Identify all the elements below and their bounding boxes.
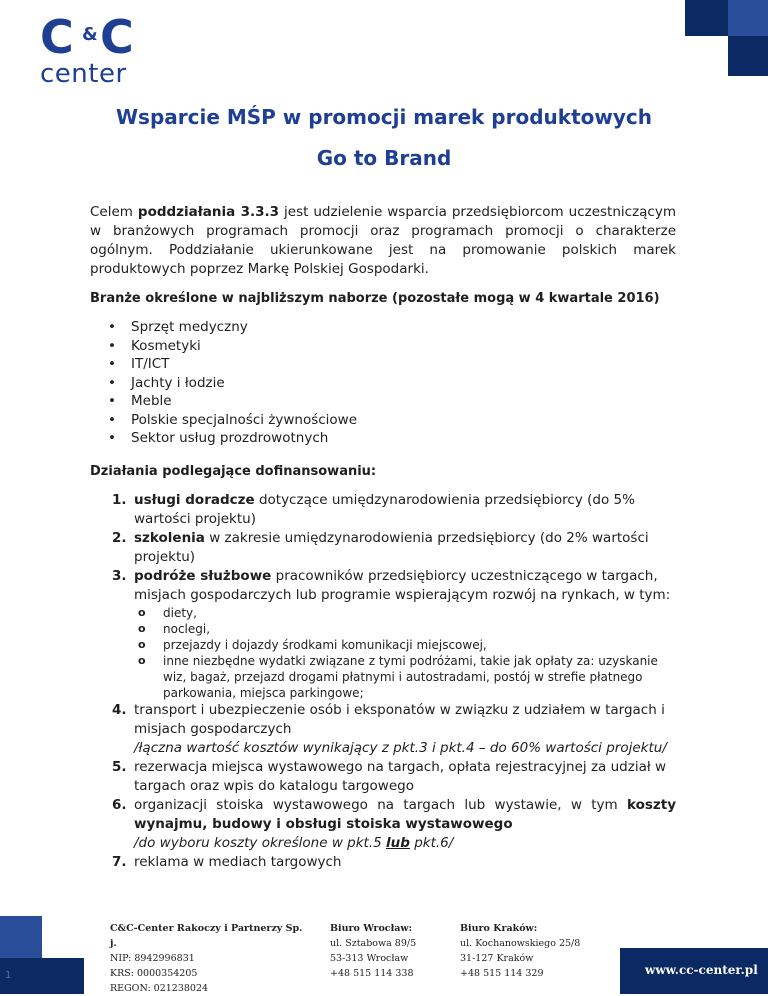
list-item: • Kosmetyki	[108, 337, 676, 356]
actions-list	[90, 491, 676, 872]
list-item: 7. reklama w mediach targowych	[112, 853, 342, 870]
list-item: • Polskie specjalności żywnościowe	[108, 411, 676, 430]
company-logo: C & C center	[40, 10, 134, 89]
website-link[interactable]: www.cc-center.pl	[645, 963, 758, 977]
sub-list-item: o diety,	[138, 605, 676, 621]
page-title: Wsparcie MŚP w promocji marek produktowych	[116, 105, 652, 129]
corner-square-blue	[728, 0, 768, 36]
list-item: 1. usługi doradcze dotyczące umiędzynarodowienia przedsiębiorcy (do 5% wartości projektu)	[112, 491, 635, 527]
sub-list-item: o inne niezbędne wydatki związane z tymi podróżami, takie jak opłaty za: uzyskanie wiz, bagaż, przejazd drogami płatnymi i autostradami, postój w strefie płatnego parkowania, miejsca parkingowe;	[138, 653, 676, 701]
sectors-list	[90, 318, 676, 448]
list-item: • Jachty i łodzie	[108, 374, 676, 393]
list-item: • Meble	[108, 392, 676, 411]
list-item: 4. transport i ubezpieczenie osób i eksponatów w związku z udziałem w targach i misjach gospodarczych /łączna wartość kosztów wynikający z pkt.3 i pkt.4 – do 60% wartości projektu/	[112, 701, 667, 756]
sectors-heading: Branże określone w najbliższym naborze (pozostałe mogą w 4 kwartale 2016)	[90, 291, 660, 306]
corner-square-dark	[728, 36, 768, 76]
sub-list	[134, 605, 676, 701]
intro-paragraph: Celem poddziałania 3.3.3 jest udzielenie wsparcia przedsiębiorcom uczestniczącym w branżowych programach promocji oraz programach promocji o charakterze ogólnym. Poddziałanie ukierunkowane jest na promowanie polskich marek produktowych poprzez Markę Polskiej Gospodarki.	[90, 204, 676, 277]
corner-square-dark	[685, 0, 730, 36]
list-item: 2. szkolenia w zakresie umiędzynarodowienia przedsiębiorcy (do 2% wartości projektu)	[112, 529, 649, 565]
page-subtitle: Go to Brand	[316, 146, 452, 170]
corner-square-blue	[0, 916, 42, 958]
list-item: • IT/ICT	[108, 355, 676, 374]
list-item: 6. organizacji stoiska wystawowego na targach lub wystawie, w tym koszty wynajmu, budowy i obsługi stoiska wystawowego /do wyboru koszty określone w pkt.5 lub pkt.6/	[112, 796, 676, 851]
footer-company: C&C-Center Rakoczy i Partnerzy Sp. j. NIP: 8942996831 KRS: 0000354205 REGON: 021238024	[110, 923, 303, 994]
corner-square-dark	[42, 958, 84, 994]
footer-office-wroclaw: Biuro Wrocław: ul. Sztabowa 89/5 53-313 Wrocław +48 515 114 338	[330, 923, 417, 979]
list-item: 3. podróże służbowe pracowników przedsiębiorcy uczestniczącego w targach, misjach gospodarczych lub programie wspierającym rozwój na rynkach, w tym: o diety, o noclegi, o przejazdy i dojazdy środkami komunikacji miejscowej, o inne niezbędne wydatki związane z tymi podróżami, takie jak opłaty za: uzyskanie wiz, bagaż, przejazd drogami płatnymi i autostradami, postój w strefie płatnego parkowania, miejsca parkingowe;	[112, 567, 676, 701]
document-body	[90, 203, 676, 872]
website-banner[interactable]	[620, 948, 768, 994]
actions-heading: Działania podlegające dofinansowaniu:	[90, 463, 377, 479]
page-number: 1	[5, 970, 12, 981]
list-item: • Sektor usług prozdrowotnych	[108, 429, 676, 448]
sub-list-item: o noclegi,	[138, 621, 676, 637]
footer-office-krakow: Biuro Kraków: ul. Kochanowskiego 25/8 31-127 Kraków +48 515 114 329	[460, 923, 581, 979]
sub-list-item: o przejazdy i dojazdy środkami komunikacji miejscowej,	[138, 637, 676, 653]
list-item: 5. rezerwacja miejsca wystawowego na targach, opłata rejestracyjnej za udział w targach oraz wpis do katalogu targowego	[112, 758, 667, 794]
list-item: • Sprzęt medyczny	[108, 318, 676, 337]
